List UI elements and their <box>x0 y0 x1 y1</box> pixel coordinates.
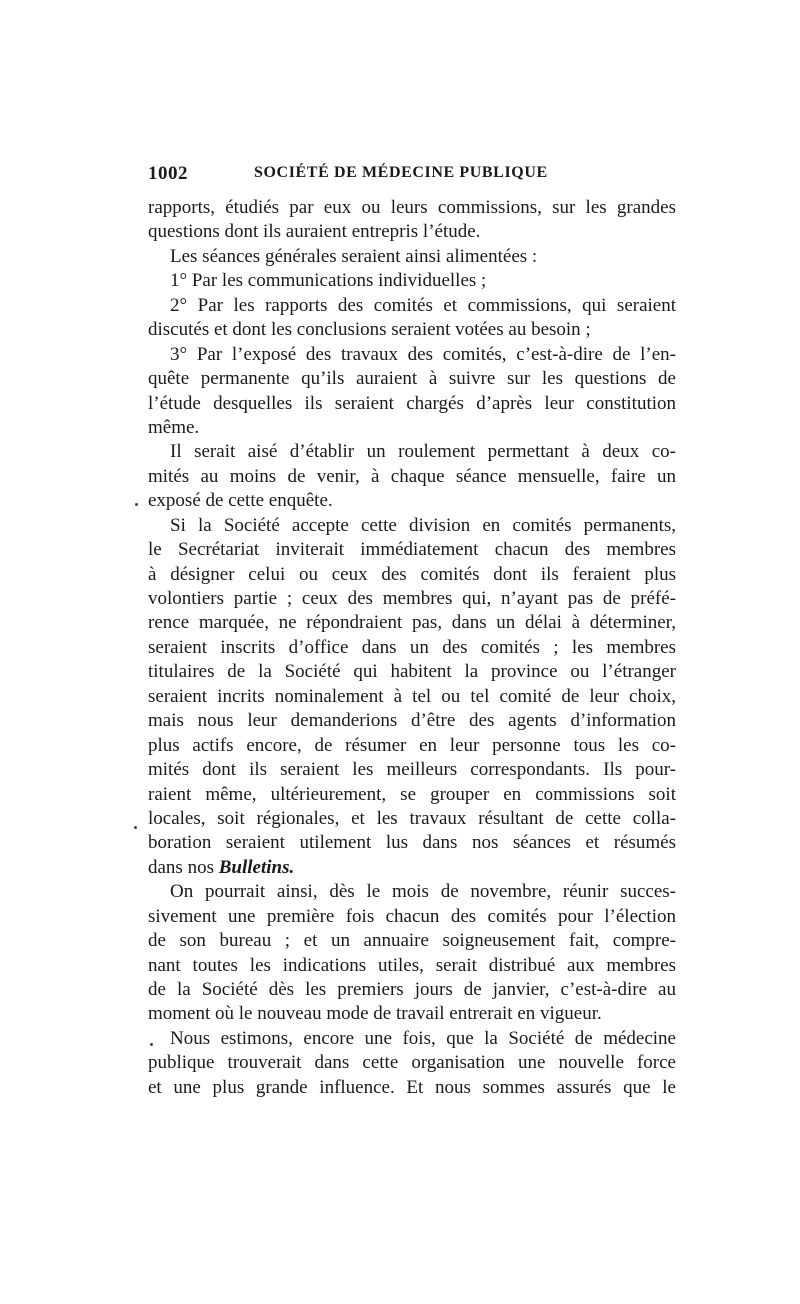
text-line: nant toutes les indications utiles, serait distribué aux membres <box>148 954 676 976</box>
print-speck <box>134 826 137 829</box>
page-header <box>148 163 676 187</box>
text-line: raient même, ultérieurement, se grouper en commissions soit <box>148 783 676 805</box>
text-line: moment où le nouveau mode de travail entrerait en vigueur. <box>148 1003 602 1025</box>
text-line: quête permanente qu’ils auraient à suivre sur les questions de <box>148 368 676 390</box>
text-line: rapports, étudiés par eux ou leurs commissions, sur les grandes <box>148 197 676 218</box>
text-line: discutés et dont les conclusions seraient votées au besoin ; <box>148 319 591 341</box>
text-line: publique trouverait dans cette organisation une nouvelle force <box>148 1052 676 1074</box>
text-line: volontiers partie ; ceux des membres qui, n’ayant pas de préfé- <box>148 588 676 609</box>
text-line: mais nous leur demanderions d’être des agents d’information <box>148 710 676 732</box>
running-head: SOCIÉTÉ DE MÉDECINE PUBLIQUE <box>254 164 548 181</box>
text-line: Nous estimons, encore une fois, que la Société de médecine <box>170 1027 676 1049</box>
text-line: mités au moins de venir, à chaque séance mensuelle, faire un <box>148 465 676 487</box>
text-line: de la Société dès les premiers jours de janvier, c’est-à-dire au <box>148 979 676 1000</box>
text-line: de son bureau ; et un annuaire soigneusement fait, compre- <box>148 930 676 952</box>
text-line: rence marquée, ne répondraient pas, dans un délai à déterminer, <box>148 612 676 634</box>
text-line <box>148 856 676 880</box>
body-text <box>148 196 676 1100</box>
text-line: questions dont ils auraient entrepris l’étude. <box>148 221 481 243</box>
text-line: 3° Par l’exposé des travaux des comités, c’est-à-dire de l’en- <box>170 343 676 365</box>
text-line: le Secrétariat inviterait immédiatement chacun des membres <box>148 539 676 561</box>
text-line: Si la Société accepte cette division en comités permanents, <box>170 514 676 536</box>
text-line: plus actifs encore, de résumer en leur personne tous les co- <box>148 734 676 756</box>
text-line: Les séances générales seraient ainsi alimentées : <box>170 245 538 267</box>
text-line: mités dont ils seraient les meilleurs correspondants. Ils pour- <box>148 759 676 781</box>
bulletins-italic: Bulletins. <box>218 856 295 878</box>
text-line: boration seraient utilement lus dans nos séances et résumés <box>148 832 676 854</box>
text-line: On pourrait ainsi, dès le mois de novembre, réunir succes- <box>170 881 676 903</box>
page-number: 1002 <box>148 163 188 184</box>
text-line: 2° Par les rapports des comités et commissions, qui seraient <box>170 294 676 316</box>
text-line: à désigner celui ou ceux des comités dont ils feraient plus <box>148 563 676 585</box>
text-fragment: dans nos <box>148 856 214 878</box>
print-speck <box>135 503 138 506</box>
text-line: l’étude desquelles ils seraient chargés d’après leur constitution <box>148 392 676 414</box>
text-line: et une plus grande influence. Et nous sommes assurés que le <box>148 1076 676 1098</box>
text-line: Il serait aisé d’établir un roulement permettant à deux co- <box>170 441 676 463</box>
text-line: 1° Par les communications individuelles ; <box>170 270 487 292</box>
print-speck <box>150 1043 153 1046</box>
text-line: locales, soit régionales, et les travaux résultant de cette colla- <box>148 807 676 829</box>
text-line: même. <box>148 416 200 438</box>
text-line: exposé de cette enquête. <box>148 490 333 512</box>
text-line: titulaires de la Société qui habitent la province ou l’étranger <box>148 661 676 683</box>
text-line: seraient incrits nominalement à tel ou tel comité de leur choix, <box>148 685 676 707</box>
text-line: seraient inscrits d’office dans un des comités ; les membres <box>148 636 676 658</box>
text-line: sivement une première fois chacun des comités pour l’élection <box>148 905 676 927</box>
